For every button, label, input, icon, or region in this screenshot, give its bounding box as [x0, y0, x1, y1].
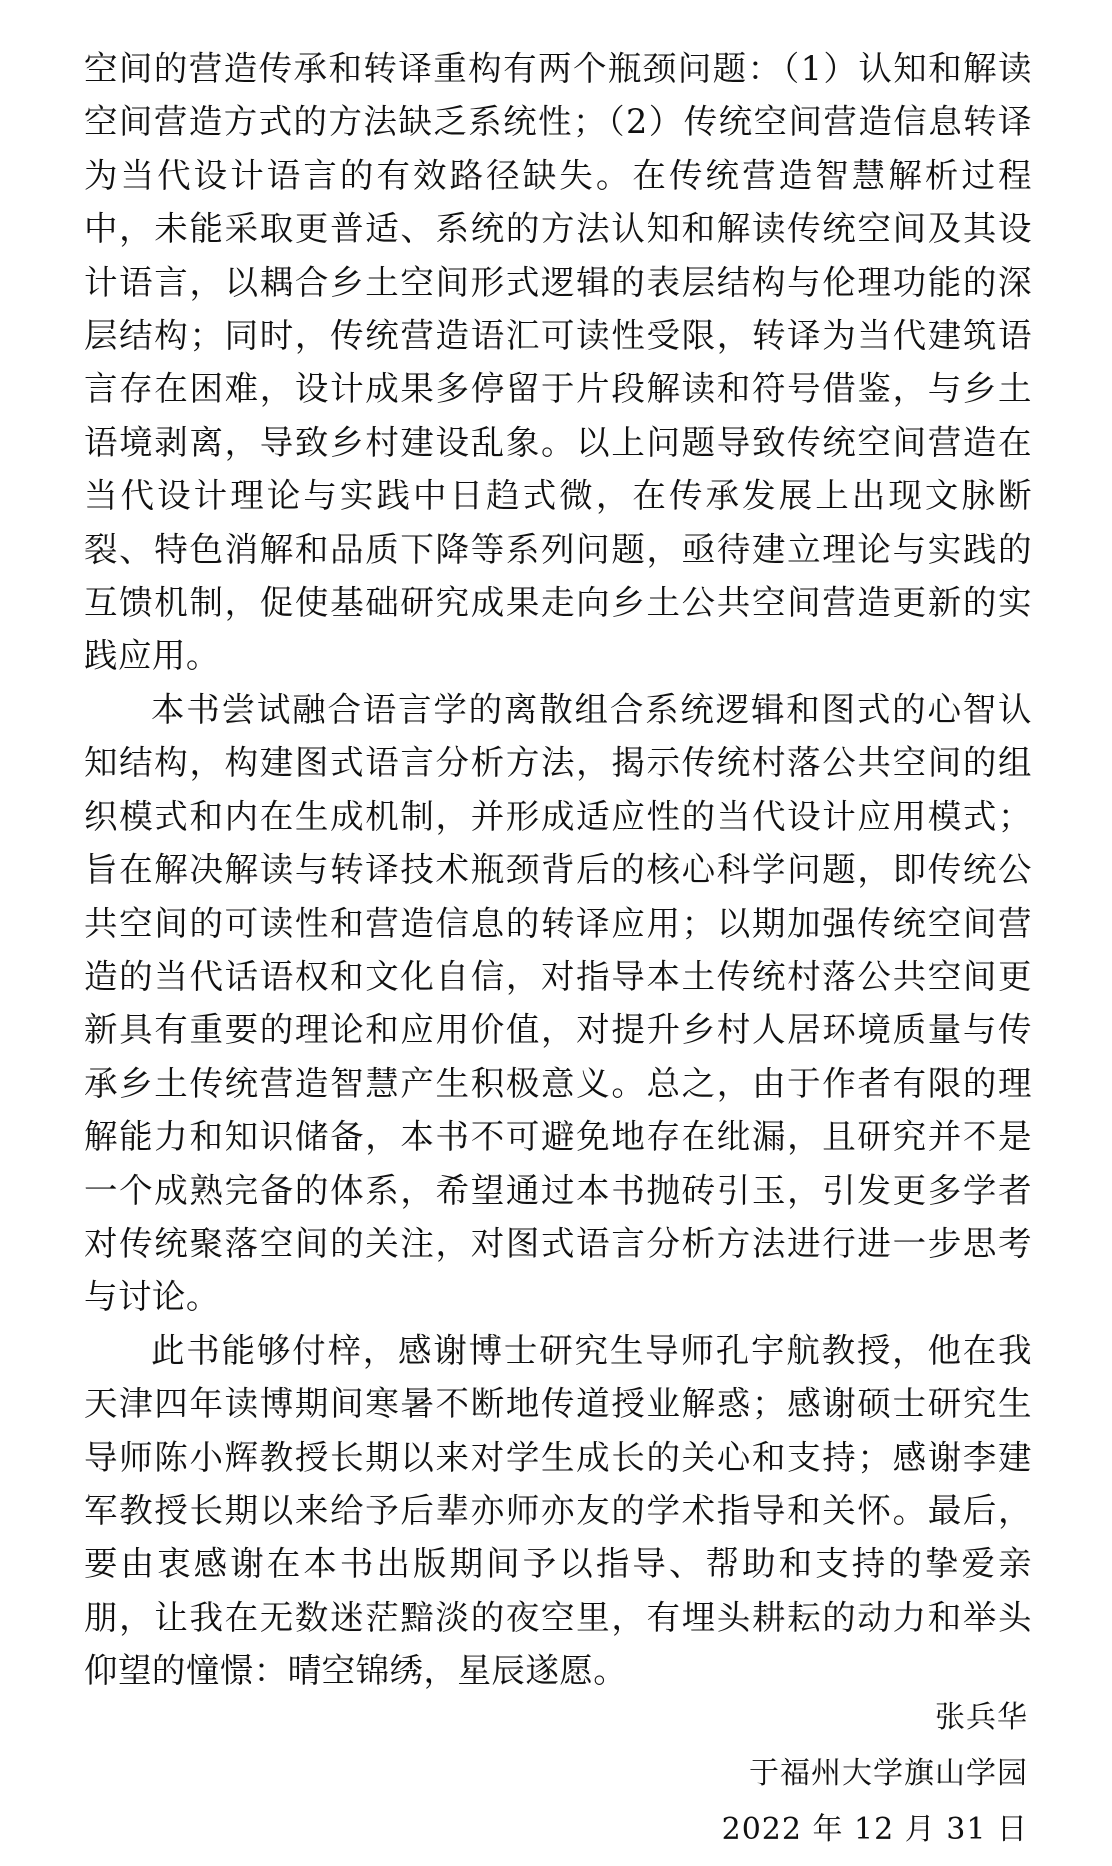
signature-block: [328, 1690, 1028, 1858]
signature-location: 于福州大学旗山学园: [749, 1756, 1028, 1791]
body-text: [84, 42, 1032, 1698]
paragraph-continued: 空间的营造传承和转译重构有两个瓶颈问题：（1）认知和解读空间营造方式的方法缺乏系统性；（2）传统空间营造信息转译为当代设计语言的有效路径缺失。在传统营造智慧解析过程中，未能采取更普适、系统的方法认知和解读传统空间及其设计语言，以耦合乡土空间形式逻辑的表层结构与伦理功能的深层结构；同时，传统营造语汇可读性受限，转译为当代建筑语言存在困难，设计成果多停留于片段解读和符号借鉴，与乡土语境剥离，导致乡村建设乱象。以上问题导致传统空间营造在当代设计理论与实践中日趋式微，在传承发展上出现文脉断裂、特色消解和品质下降等系列问题，亟待建立理论与实践的互馈机制，促使基础研究成果走向乡土公共空间营造更新的实践应用。: [84, 49, 1032, 676]
paragraph-acknowledgements: 此书能够付梓，感谢博士研究生导师孔宇航教授，他在我天津四年读博期间寒暑不断地传道授业解惑；感谢硕士研究生导师陈小辉教授长期以来对学生成长的关心和支持；感谢李建军教授长期以来给予后辈亦师亦友的学术指导和关怀。最后，要由衷感谢在本书出版期间予以指导、帮助和支持的挚爱亲朋，让我在无数迷茫黯淡的夜空里，有埋头耕耘的动力和举头仰望的憧憬：晴空锦绣，星辰遂愿。: [84, 1330, 1032, 1691]
paragraph-method: 本书尝试融合语言学的离散组合系统逻辑和图式的心智认知结构，构建图式语言分析方法，揭示传统村落公共空间的组织模式和内在生成机制，并形成适应性的当代设计应用模式；旨在解决解读与转译技术瓶颈背后的核心科学问题，即传统公共空间的可读性和营造信息的转译应用；以期加强传统空间营造的当代话语权和文化自信，对指导本土传统村落公共空间更新具有重要的理论和应用价值，对提升乡村人居环境质量与传承乡土传统营造智慧产生积极意义。总之，由于作者有限的理解能力和知识储备，本书不可避免地存在纰漏，且研究并不是一个成熟完备的体系，希望通过本书抛砖引玉，引发更多学者对传统聚落空间的关注，对图式语言分析方法进行进一步思考与讨论。: [84, 689, 1032, 1317]
signature-date: 2022 年 12 月 31 日: [721, 1812, 1028, 1847]
signature-author: 张兵华: [935, 1700, 1028, 1735]
